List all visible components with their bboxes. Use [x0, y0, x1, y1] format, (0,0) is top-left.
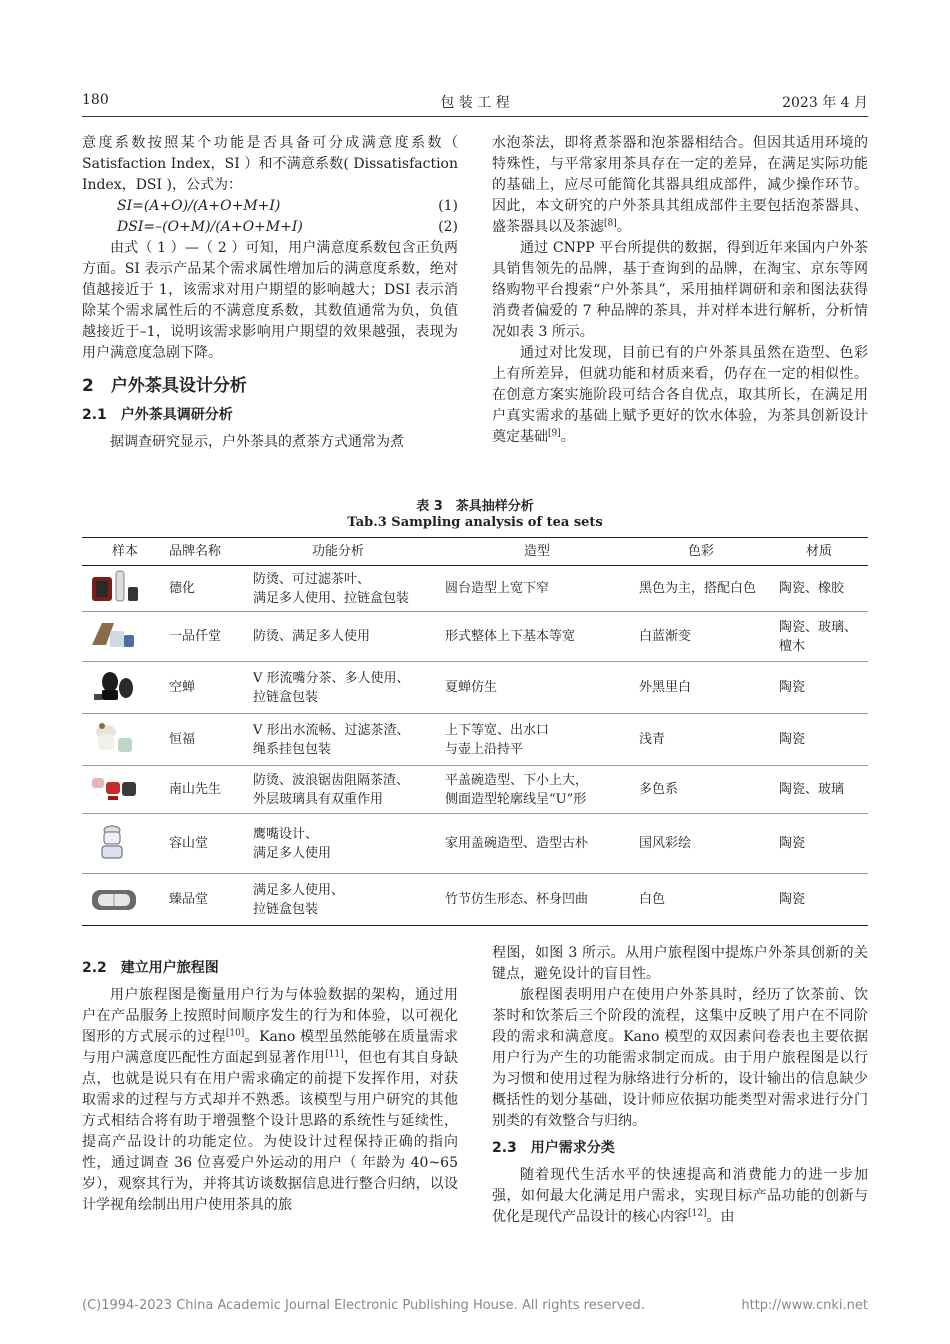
text: ，但也有其自身缺点，也就是说只有在用户需求确定的前提下发挥作用，对获取需求的过程与方式却并不熟悉。该模型与用户研究的其他方式相结合将有助于增强整个设计思路的系统性与延续性，提高产品设计的功能定位。为使设计过程保持正确的指向性，通过调查 36 位喜爱户外运动的用户（ 年龄为 40~65 岁），观察其行为，并将其访谈数据信息进行整合归纳，以设计学视角绘制出用户使用茶具的旅: [82, 1050, 459, 1213]
table-row: [82, 566, 868, 612]
header-rule: [82, 116, 868, 117]
paragraph: [82, 985, 458, 1216]
color-cell: 国风彩绘: [638, 814, 778, 874]
sample-image-cell: [82, 566, 168, 612]
left-column-bottom: [82, 952, 458, 1216]
journal-title: 包 装 工 程: [440, 95, 510, 111]
function-cell: V 形出水流畅、过滤茶渣、 绳系挂包包装: [252, 714, 444, 766]
sample-image-cell: [82, 766, 168, 814]
table-row: [82, 662, 868, 714]
text: 用户旅程图是衡量用户行为与体验数据的架构，通过用户在产品服务上按照时间顺序发生的行为和体验，以可视化图形的方式展示的过程: [82, 987, 458, 1045]
right-column-bottom: [492, 943, 868, 1228]
sample-image-cell: [82, 662, 168, 714]
table-row: [82, 874, 868, 926]
color-cell: 白色: [638, 874, 778, 926]
shape-cell: 形式整体上下基本等宽: [444, 612, 638, 662]
equation-text: SI=(A+O)/(A+O+M+I): [117, 198, 281, 214]
material-cell: 陶瓷: [778, 714, 868, 766]
function-cell: 防烫、满足多人使用: [252, 612, 444, 662]
color-cell: 黑色为主，搭配白色: [638, 566, 778, 612]
table-row: [82, 766, 868, 814]
material-cell: 陶瓷、玻璃、 檀木: [778, 612, 868, 662]
sample-image-cell: [82, 814, 168, 874]
header-cell: 造型: [444, 538, 638, 566]
header-cell: 样本: [82, 538, 168, 566]
subsection-heading: 2.2 建立用户旅程图: [82, 960, 219, 976]
tea-set-gray-case-icon: [88, 878, 140, 916]
shape-cell: 夏蝉仿生: [444, 662, 638, 714]
text: 随着现代生活水平的快速提高和消费能力的进一步加强，如何最大化满足用户需求，实现目标产品功能的创新与优化是现代产品设计的核心内容: [492, 1167, 868, 1225]
header-cell: 色彩: [638, 538, 778, 566]
right-column-top: [492, 133, 868, 448]
table-row: [82, 814, 868, 874]
text: 。Kano 模型虽然能够在质量需求与用户满意度匹配性方面起到显著作用: [82, 1029, 459, 1066]
subsection-heading: 2.1 户外茶具调研分析: [82, 407, 233, 423]
brand-name-cell: 臻品堂: [168, 874, 252, 926]
footer: [82, 1298, 868, 1313]
tea-set-celadon-icon: [88, 718, 140, 756]
function-cell: 鹰嘴设计、 满足多人使用: [252, 814, 444, 874]
table-header-row: [82, 538, 868, 566]
function-cell: 满足多人使用、 拉链盒包装: [252, 874, 444, 926]
brand-name-cell: 德化: [168, 566, 252, 612]
function-cell: 防烫、可过滤茶叶、 满足多人使用、拉链盒包装: [252, 566, 444, 612]
material-cell: 陶瓷: [778, 874, 868, 926]
material-cell: 陶瓷、橡胶: [778, 566, 868, 612]
color-cell: 外黑里白: [638, 662, 778, 714]
citation: [11]: [325, 1049, 344, 1060]
paragraph: 程图，如图 3 所示。从用户旅程图中提炼户外茶具创新的关键点，避免设计的盲目性。: [492, 945, 868, 982]
material-cell: 陶瓷: [778, 662, 868, 714]
copyright-text: (C)1994-2023 China Academic Journal Electronic Publishing House. All rights reserved.: [82, 1298, 645, 1313]
footer-url: http://www.cnki.net: [741, 1298, 868, 1313]
table-caption-en: Tab.3 Sampling analysis of tea sets: [347, 515, 603, 530]
equation-2: [82, 217, 458, 238]
sampling-table: [82, 537, 868, 926]
paragraph: [492, 1165, 868, 1228]
text: 通过对比发现，目前已有的户外茶具虽然在造型、色彩上有所差异，但就功能和材质来看，仍存在一定的相似性。在创意方案实施阶段可结合各自优点，取其所长，在满足用户真实需求的基础上赋予更好的饮水体验，为茶具创新设计奠定基础: [492, 345, 868, 445]
brand-name-cell: 南山先生: [168, 766, 252, 814]
paragraph: 旅程图表明用户在使用户外茶具时，经历了饮茶前、饮茶时和饮茶后三个阶段的流程，这集中反映了用户在不同阶段的需求和满意度。Kano 模型的双因素问卷表也主要依据用户行为产生的功能需求制定而成。由于用户旅程图是以行为习惯和使用过程为脉络进行分析的，设计输出的信息缺少概括性的划分基础，设计师应依据功能类型对需求进行分门别类的有效整合与归纳。: [492, 987, 868, 1129]
material-cell: 陶瓷、玻璃: [778, 766, 868, 814]
paragraph: 意度系数按照某个功能是否具备可分成满意度系数（ Satisfaction Index，SI ）和不满意系数( Dissatisfaction Index，DSI )，公式为：: [82, 135, 458, 193]
left-column-top: [82, 133, 458, 453]
paragraph: 据调查研究显示，户外茶具的煮茶方式通常为煮: [110, 434, 404, 450]
citation: [10]: [225, 1028, 245, 1039]
subsection-heading: 2.3 用户需求分类: [492, 1140, 615, 1156]
equation-1: [82, 196, 458, 217]
color-cell: 浅青: [638, 714, 778, 766]
color-cell: 白蓝渐变: [638, 612, 778, 662]
equation-text: DSI=–(O+M)/(A+O+M+I): [117, 219, 303, 235]
tea-set-red-case-icon: [88, 567, 140, 605]
section-heading: 2 户外茶具设计分析: [82, 376, 247, 396]
tea-set-blue-cups-icon: [88, 615, 140, 653]
tea-set-black-cicada-icon: [88, 666, 140, 704]
citation: [12]: [688, 1208, 707, 1219]
table-row: [82, 714, 868, 766]
text: 。: [616, 219, 631, 235]
paragraph: 由式（ 1 ）—（ 2 ）可知，用户满意度系数包含正负两方面。SI 表示产品某个需求属性增加后的满意度系数，绝对值越接近于 1，该需求对用户期望的影响越大；DSI 表示消除某个需求属性后的不满意度系数，其数值通常为负，负值越接近于–1，说明该需求影响用户期望的效果越强，表现为用户满意度急剧下降。: [82, 240, 458, 361]
table-row: [82, 612, 868, 662]
issue-date: 2023 年 4 月: [782, 95, 868, 111]
tea-set-multicolor-cups-icon: [88, 768, 140, 806]
shape-cell: 圆台造型上宽下窄: [444, 566, 638, 612]
color-cell: 多色系: [638, 766, 778, 814]
function-cell: 防烫、波浪锯齿阻隔茶渣、 外层玻璃具有双重作用: [252, 766, 444, 814]
material-cell: 陶瓷: [778, 814, 868, 874]
sample-image-cell: [82, 714, 168, 766]
shape-cell: 平盖碗造型、下小上大， 侧面造型轮廓线呈“U”形: [444, 766, 638, 814]
function-cell: V 形流嘴分茶、多人使用、 拉链盒包装: [252, 662, 444, 714]
shape-cell: 竹节仿生形态、杯身凹曲: [444, 874, 638, 926]
page-number: 180: [82, 92, 109, 108]
sample-image-cell: [82, 612, 168, 662]
tea-set-painted-gaiwan-icon: [88, 822, 140, 860]
text: 。: [560, 429, 575, 445]
brand-name-cell: 一品仟堂: [168, 612, 252, 662]
paragraph: 通过 CNPP 平台所提供的数据，得到近年来国内户外茶具销售领先的品牌，基于查询到的品牌，在淘宝、京东等网络购物平台搜索“户外茶具”，采用抽样调研和亲和图法获得消费者偏爱的 7 种品牌的茶具，并对样本进行解析，分析情况如表 3 所示。: [492, 240, 868, 340]
brand-name-cell: 恒福: [168, 714, 252, 766]
brand-name-cell: 容山堂: [168, 814, 252, 874]
header-cell: 品牌名称: [168, 538, 252, 566]
shape-cell: 上下等宽、出水口 与壶上沿持平: [444, 714, 638, 766]
equation-number: (2): [438, 219, 458, 235]
header-cell: 材质: [778, 538, 868, 566]
paragraph: [492, 343, 868, 448]
brand-name-cell: 空蝉: [168, 662, 252, 714]
citation: [9]: [548, 428, 561, 439]
citation: [8]: [604, 218, 617, 229]
table-caption-cn: 表 3 茶具抽样分析: [416, 499, 534, 514]
header-cell: 功能分析: [252, 538, 444, 566]
equation-number: (1): [438, 198, 458, 214]
paragraph: [492, 133, 868, 238]
text: 水泡茶法，即将煮茶器和泡茶器相结合。但因其适用环境的特殊性，与平常家用茶具存在一定的差异，在满足实际功能的基础上，应尽可能简化其器具组成部件，减少操作环节。因此，本文研究的户外茶具其组成部件主要包括泡茶器具、盛茶器具以及茶滤: [492, 135, 868, 235]
text: 。由: [706, 1209, 735, 1225]
shape-cell: 家用盖碗造型、造型古朴: [444, 814, 638, 874]
sample-image-cell: [82, 874, 168, 926]
